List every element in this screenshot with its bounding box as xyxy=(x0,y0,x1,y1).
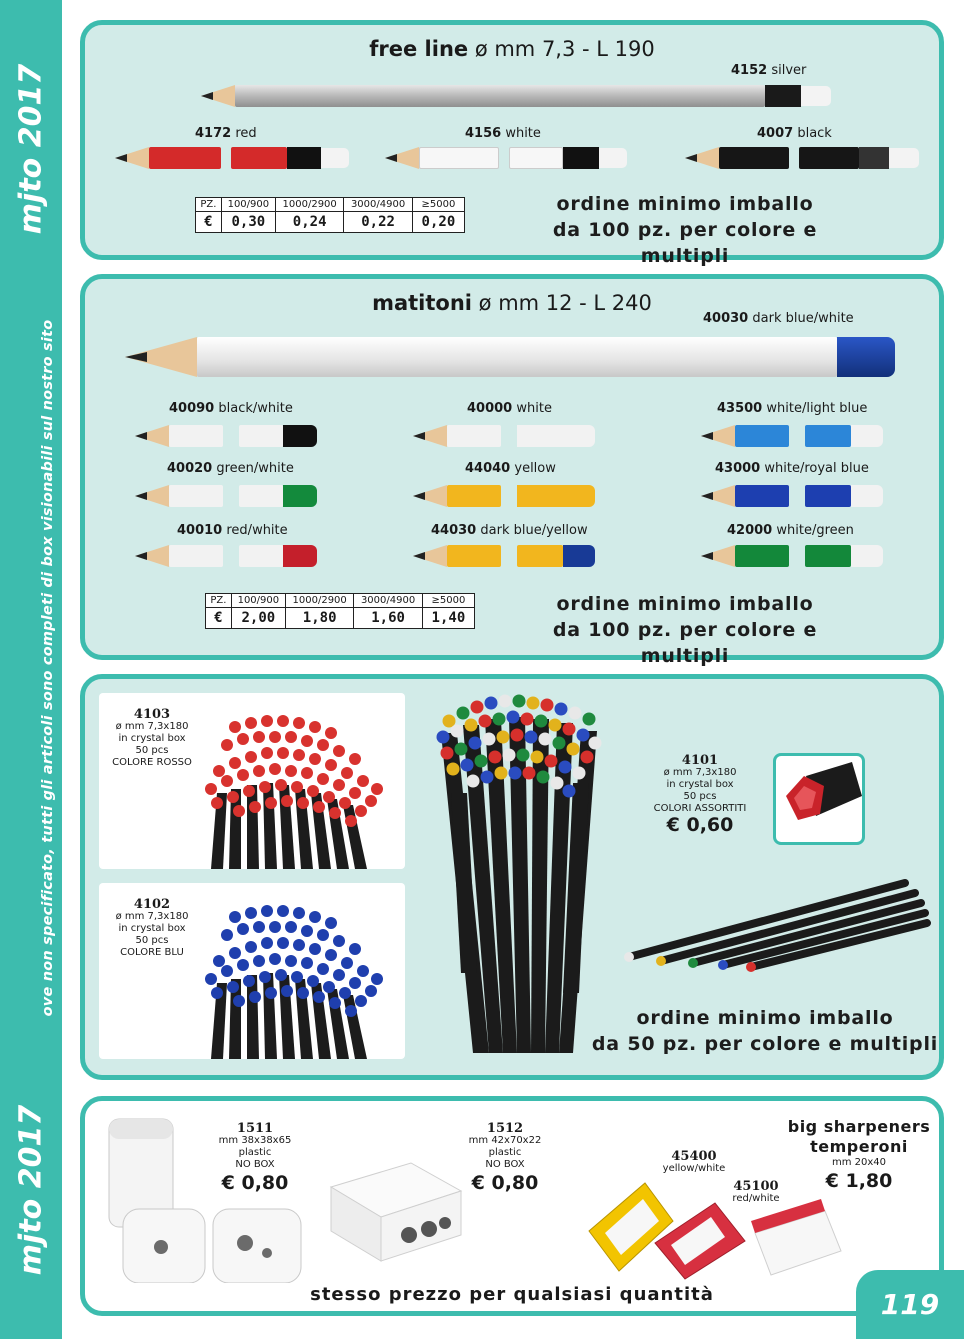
product-size: ø mm 7,3x180 xyxy=(115,911,189,922)
table-cell: 0,30 xyxy=(221,212,275,233)
pencil-green-white xyxy=(135,485,321,507)
sidebar-note-text: ove non specificato, tutti gli articoli sono completi di box visionabili sul nostro sito xyxy=(40,319,56,1017)
product-label-40030: 40030 dark blue/white xyxy=(703,311,854,326)
pencil-white xyxy=(385,147,631,169)
product-box: in crystal box xyxy=(118,733,186,744)
order-note xyxy=(585,1005,945,1057)
product-box: NO BOX xyxy=(235,1159,275,1170)
product-size: mm 38x38x65 xyxy=(218,1135,292,1146)
table-cell: 0,20 xyxy=(412,212,464,233)
table-cell: ≥5000 xyxy=(412,198,464,212)
product-material: plastic xyxy=(488,1147,522,1158)
order-note-line1: ordine minimo imballo xyxy=(556,193,814,215)
product-color: COLORE BLU xyxy=(120,947,184,958)
panel-sharpeners xyxy=(80,1096,944,1316)
product-code: 4102 xyxy=(133,897,171,912)
pencil-yellow xyxy=(413,485,599,507)
product-code: 45400 xyxy=(671,1149,717,1164)
product-label-43500: 43500 white/light blue xyxy=(717,401,868,416)
title-bold: matitoni xyxy=(372,291,472,315)
table-cell: 100/900 xyxy=(221,198,275,212)
panel-title xyxy=(85,37,939,61)
order-note-line2: da 100 pz. per colore e multipli xyxy=(552,619,818,667)
table-cell: 1000/2900 xyxy=(275,198,343,212)
table-cell: 3000/4900 xyxy=(354,594,422,608)
product-label-40000: 40000 white xyxy=(467,401,552,416)
product-label-40010: 40010 red/white xyxy=(177,523,288,538)
product-code: 45100 xyxy=(733,1179,779,1194)
info-1511 xyxy=(205,1121,305,1194)
big-title-line2: temperoni xyxy=(810,1137,908,1156)
product-label-43000: 43000 white/royal blue xyxy=(715,461,869,476)
product-price: € 1,80 xyxy=(825,1170,893,1192)
product-label-44040: 44040 yellow xyxy=(465,461,556,476)
info-big-sharpeners xyxy=(785,1117,933,1192)
pencil-black-white xyxy=(135,425,321,447)
product-qty: 50 pcs xyxy=(683,791,717,802)
panel-matitoni xyxy=(80,274,944,667)
product-label-4172: 4172 red xyxy=(195,126,257,141)
info-1512 xyxy=(455,1121,555,1194)
table-cell: 3000/4900 xyxy=(344,198,412,212)
product-label-4007: 4007 black xyxy=(757,126,832,141)
product-size: ø mm 7,3x180 xyxy=(663,767,737,778)
product-material: plastic xyxy=(238,1147,272,1158)
price-table-header xyxy=(196,198,465,212)
panel-free-line xyxy=(80,20,944,267)
brand-logo-top xyxy=(2,64,60,234)
brand-text-top: mjto 2017 xyxy=(13,63,49,235)
page-number: 119 xyxy=(856,1270,964,1339)
pencil-silver xyxy=(201,85,831,107)
title-rest: ø mm 12 - L 240 xyxy=(472,291,652,315)
product-label-4152: 4152 silver xyxy=(731,63,807,78)
info-4102 xyxy=(107,899,197,959)
product-label-40090: 40090 black/white xyxy=(169,401,293,416)
footer-note: stesso prezzo per qualsiasi quantità xyxy=(310,1284,714,1305)
sidebar-note xyxy=(36,268,60,1068)
product-box: in crystal box xyxy=(118,923,186,934)
pencil-dark-blue-white-big xyxy=(125,337,895,377)
table-cell: 0,24 xyxy=(275,212,343,233)
price-table xyxy=(205,593,475,629)
table-cell: 1,40 xyxy=(422,608,474,629)
order-note-line2: da 50 pz. per colore e multipli xyxy=(591,1033,939,1055)
product-color: COLORE ROSSO xyxy=(112,757,192,768)
price-table-values xyxy=(196,212,465,233)
table-cell: PZ. xyxy=(206,594,232,608)
product-code: 4101 xyxy=(681,753,719,768)
pencil-red xyxy=(115,147,355,169)
price-table-header xyxy=(206,594,475,608)
product-code: 4103 xyxy=(133,707,171,722)
product-code: 1512 xyxy=(486,1121,524,1136)
product-qty: 50 pcs xyxy=(135,935,169,946)
product-price: € 0,80 xyxy=(221,1172,289,1194)
fanned-pencils-image xyxy=(615,875,935,985)
product-size: mm 42x70x22 xyxy=(468,1135,542,1146)
product-label-44030: 44030 dark blue/yellow xyxy=(431,523,588,538)
product-qty: 50 pcs xyxy=(135,745,169,756)
brand-text-bottom: mjto 2017 xyxy=(13,1104,49,1276)
info-4103 xyxy=(107,709,197,769)
order-note-line2: da 100 pz. per colore e multipli xyxy=(552,219,818,267)
brand-logo-bottom xyxy=(2,1100,60,1280)
product-box: NO BOX xyxy=(485,1159,525,1170)
title-bold: free line xyxy=(369,37,469,61)
product-label-42000: 42000 white/green xyxy=(727,523,854,538)
pencil-white-light-blue xyxy=(701,425,887,447)
product-color: yellow/white xyxy=(662,1163,726,1174)
table-cell: 1,60 xyxy=(354,608,422,629)
product-color: red/white xyxy=(732,1193,780,1204)
pencil-white-royal-blue xyxy=(701,485,887,507)
pencil-red-white xyxy=(135,545,321,567)
title-rest: ø mm 7,3 - L 190 xyxy=(468,37,655,61)
big-title-line1: big sharpeners xyxy=(787,1117,931,1136)
pencil-white-big xyxy=(413,425,599,447)
product-price: € 0,60 xyxy=(666,814,734,836)
order-note xyxy=(505,191,865,269)
table-cell: 1,80 xyxy=(285,608,353,629)
product-price: € 0,80 xyxy=(471,1172,539,1194)
product-code: 1511 xyxy=(236,1121,274,1136)
table-cell: PZ. xyxy=(196,198,222,212)
table-cell: ≥5000 xyxy=(422,594,474,608)
table-cell: 100/900 xyxy=(231,594,285,608)
table-cell: 0,22 xyxy=(344,212,412,233)
table-cell: 2,00 xyxy=(231,608,285,629)
product-label-4156: 4156 white xyxy=(465,126,541,141)
sharpener-1512-image xyxy=(321,1157,471,1277)
product-label-40020: 40020 green/white xyxy=(167,461,294,476)
table-cell: 1000/2900 xyxy=(285,594,353,608)
big-sharpeners-image xyxy=(585,1171,845,1281)
order-note-line1: ordine minimo imballo xyxy=(556,593,814,615)
order-note-line1: ordine minimo imballo xyxy=(636,1007,894,1029)
gem-closeup-image xyxy=(773,753,865,845)
price-table-values xyxy=(206,608,475,629)
panel-crystal-pencils xyxy=(80,674,944,1080)
info-4101 xyxy=(645,753,755,836)
multicolor-bundle-image xyxy=(423,673,613,1059)
pencil-black xyxy=(685,147,923,169)
order-note xyxy=(505,591,865,669)
pencil-white-green xyxy=(701,545,887,567)
product-box: in crystal box xyxy=(666,779,734,790)
product-size: ø mm 7,3x180 xyxy=(115,721,189,732)
pencil-dark-blue-yellow xyxy=(413,545,599,567)
table-cell: € xyxy=(206,608,232,629)
product-color: COLORI ASSORTITI xyxy=(653,803,747,814)
product-size: mm 20x40 xyxy=(831,1157,887,1168)
price-table xyxy=(195,197,465,233)
table-cell: € xyxy=(196,212,222,233)
